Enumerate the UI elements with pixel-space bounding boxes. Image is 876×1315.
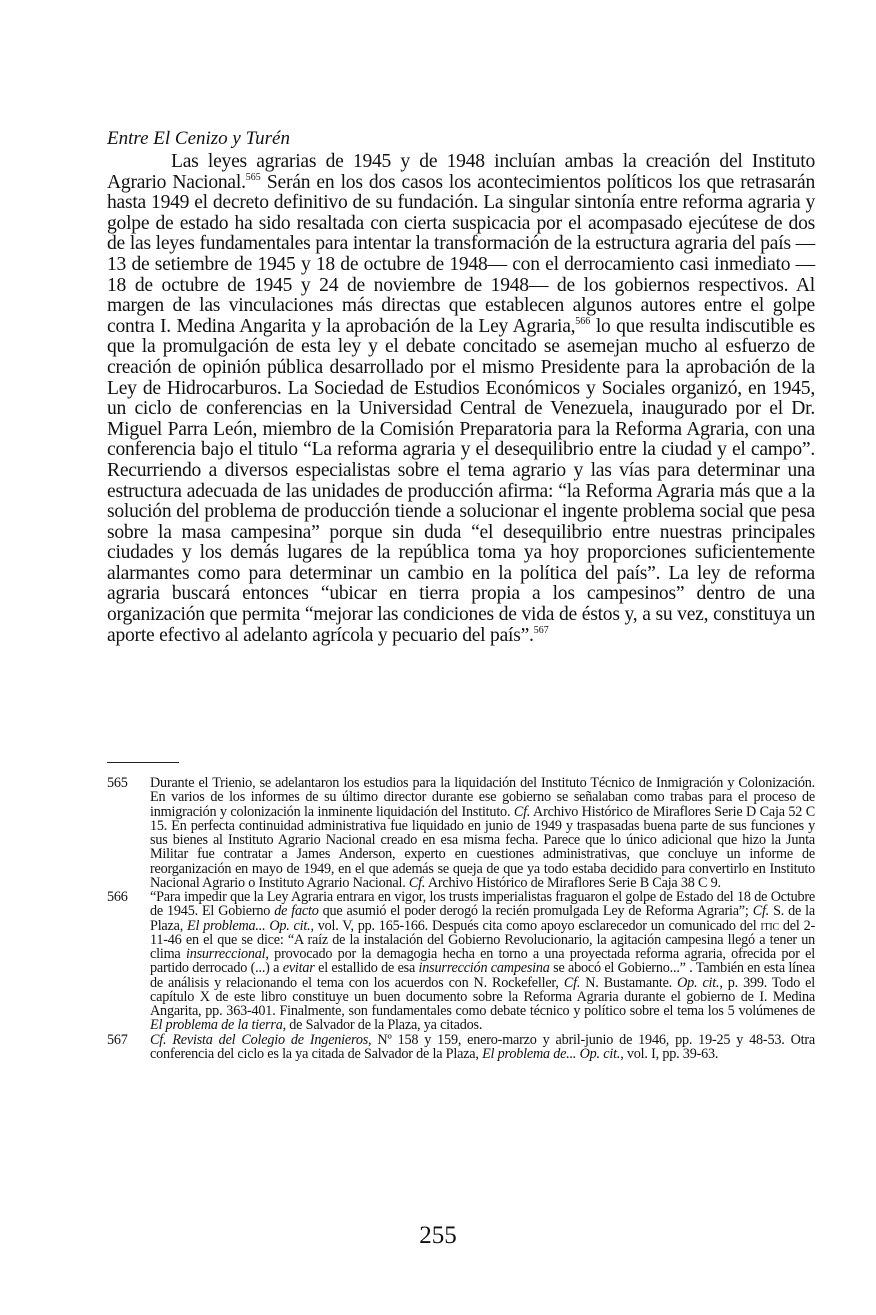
footnote-text-part: Durante el Trienio, se adelantaron los estudios para la liquidación del Instituto Técnico de Inmigración y Colonización. En varios de los informes de su último director durante ese gobierno se señalaban como trabas para el proceso de inmigración y colonización la inminente liquidación del Instituto. <box>150 775 815 820</box>
footnote-text-part: del 2-11-46 en el que se dice: “A raíz de la instalación del Gobierno Revolucionario, la agitación campesina llegó a tener un clima <box>150 917 815 962</box>
footnote-text-part: el estallido de esa <box>314 960 419 977</box>
footnote-ref-565[interactable]: 565 <box>245 171 261 183</box>
footnote-smallcaps: itic <box>760 917 779 934</box>
footnote-text-part: , provocado por la demagogia hecha en torno a una proyectada reforma agraria, ofrecida por el partido derrocado (...) a <box>150 946 815 977</box>
section-title: Entre El Cenizo y Turén <box>107 128 290 149</box>
footnote-text-part: , de Salvador de la Plaza, ya citados. <box>282 1017 483 1034</box>
footnote-text-part: que asumió el poder derogó la recién promulgada Ley de Reforma Agraria”; <box>318 903 753 920</box>
footnote-number: 566 <box>107 889 128 905</box>
footnote-italic: Op. cit. <box>677 974 720 991</box>
footnote-text-part: N. Bustamante. <box>580 974 678 991</box>
footnote-italic: El problema... Op. cit. <box>187 917 311 934</box>
page-number: 255 <box>419 1222 457 1249</box>
footnote-text <box>150 776 815 890</box>
footnote-text-part: , vol. V, pp. 165-166. Después cita como apoyo esclarecedor un comunicado del <box>310 917 761 934</box>
footnote-separator <box>107 762 179 763</box>
footnote-text-part: se abocó el Gobierno...” . También en esta línea de análisis y relacionando el tema con los acuerdos con N. Rockefeller, <box>150 960 815 991</box>
footnote-number: 567 <box>107 1031 128 1048</box>
footnote-italic: insurrección campesina <box>418 960 550 977</box>
page-content <box>107 128 815 646</box>
footnote-566 <box>107 890 815 1033</box>
footnote-italic: Cf. <box>408 874 426 891</box>
footnote-number: 565 <box>107 775 128 791</box>
footnote-italic: Cf. <box>513 803 531 820</box>
footnote-italic: Cf. <box>563 974 581 991</box>
footnote-text <box>150 890 815 1033</box>
body-text-part: Las leyes agrarias de 1945 y de 1948 incluían ambas la creación del Instituto Agrario Nacional. <box>107 151 815 193</box>
body-text-part: Serán en los dos casos los acontecimientos políticos los que retrasarán hasta 1949 el decreto definitivo de su fundación. La singular sintonía entre reforma agraria y golpe de estado ha sido resaltada con cierta suspicacia por el acompasado ejecútese de dos de las leyes fundamentales para intentar la transformación de la estructura agraria del país —13 de setiembre de 1945 y 18 de octubre de 1948— con el derrocamiento casi inmediato —18 de octubre de 1945 y 24 de noviembre de 1948— de los gobiernos respectivos. Al margen de las vinculaciones más directas que establecen algunos autores entre el golpe contra I. Medina Angarita y la aprobación de la Ley Agraria, <box>107 171 816 337</box>
footnote-italic: evitar <box>282 960 315 977</box>
footnote-ref-566[interactable]: 566 <box>575 315 591 327</box>
body-paragraph <box>107 152 815 646</box>
footnote-text-part: S. de la Plaza, <box>150 903 815 934</box>
footnote-ref-567[interactable]: 567 <box>533 624 549 636</box>
footnote-text-part: , vol. I, pp. 39-63. <box>620 1045 719 1062</box>
footnote-567 <box>107 1033 815 1062</box>
footnote-text-part: , p. 399. Todo el capítulo X de este libro constituye un buen documento sobre la Reforma Agraria durante el gobierno de I. Medina Angarita, pp. 363-401. Finalmente, son fundamentales como debate técnico y político sobre el tema los 5 volúmenes de <box>150 974 815 1019</box>
footnote-italic: El problema de la tierra <box>150 1017 283 1034</box>
body-text-part: lo que resulta indiscutible es que la promulgación de esta ley y el debate concitado se asemejan mucho al esfuerzo de creación de opinión pública desarrollado por el mismo Presidente para la aprobación de la Ley de Hidrocarburos. La Sociedad de Estudios Económicos y Sociales organizó, en 1945, un ciclo de conferencias en la Universidad Central de Venezuela, inaugurado por el Dr. Miguel Parra León, miembro de la Comisión Preparatoria para la Reforma Agraria, con una conferencia bajo el titulo “La reforma agraria y el desequilibrio entre la ciudad y el campo”. Recurriendo a diversos especialistas sobre el tema agrario y las vías para determinar una estructura adecuada de las unidades de producción afirma: “la Reforma Agraria más que a la solución del problema de producción tiende a solucionar el ingente problema social que pesa sobre la masa campesina” porque sin duda “el desequilibrio entre nuestras principales ciudades y los demás lugares de la república toma ya hoy proporciones suficientemente alarmantes como para determinar un cambio en la política del país”. La ley de reforma agraria buscará entonces “ubicar en tierra propia a los campesinos” dentro de una organización que permita “mejorar las condiciones de vida de éstos y, a su vez, constituya un aporte efectivo al adelanto agrícola y pecuario del país”. <box>107 315 815 646</box>
footnote-italic: Cf. Revista del Colegio de Ingenieros <box>150 1031 369 1048</box>
footnote-text-part: “Para impedir que la Ley Agraria entrara en vigor, los trusts imperialistas fraguaron el golpe de Estado del 18 de Octubre de 1945. El Gobierno <box>150 889 815 920</box>
footnote-text-part: , Nº 158 y 159, enero-marzo y abril-junio de 1946, pp. 19-25 y 48-53. Otra conferencia del ciclo es la ya citada de Salvador de la Plaza, <box>150 1031 815 1062</box>
footnote-italic: Cf. <box>752 903 770 920</box>
footnote-565 <box>107 776 815 890</box>
footnote-italic: insurreccional <box>185 946 266 962</box>
footnote-italic: de facto <box>274 903 319 920</box>
footnote-text-part: Archivo Histórico de Miraflores Serie D Caja 52 C 15. En perfecta continuidad administrativa fue liquidado en junio de 1949 y traspasadas buena parte de sus funciones y sus bienes al Instituto Agrario Nacional creado en esa misma fecha. Parece que lo único adicional que hizo la Junta Militar fue contratar a James Anderson, experto en cuestiones administrativas, que concluye un informe de reorganización en mayo de 1949, en el que además se queja de que ya todo estaba decidido para convertirlo en Instituto Nacional Agrario o Instituto Agrario Nacional. <box>150 803 815 891</box>
footnotes <box>107 776 815 1061</box>
footnote-italic: El problema de... Op. cit. <box>482 1045 621 1062</box>
footnote-text-part: Archivo Histórico de Miraflores Serie B Caja 38 C 9. <box>425 874 721 891</box>
footnote-text <box>150 1033 815 1062</box>
